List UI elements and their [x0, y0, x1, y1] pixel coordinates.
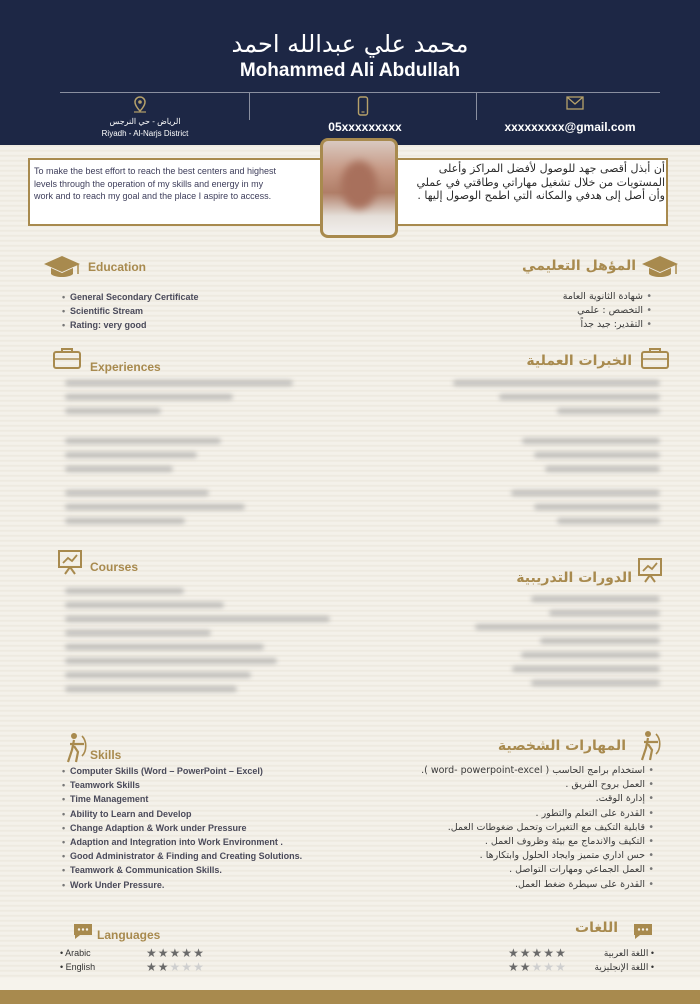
star-icon: ★	[543, 960, 556, 974]
star-icon: ★	[555, 960, 567, 974]
list-item: • العمل الجماعي ومهارات التواصل .	[384, 863, 654, 877]
rating-stars	[508, 946, 567, 960]
languages-title-ar: اللغات	[575, 920, 618, 936]
language-row-english-ar: • اللغة الإنجليزية	[594, 962, 654, 972]
courses-content-en-blurred	[65, 588, 330, 700]
list-item: • General Secondary Certificate	[62, 290, 312, 304]
star-icon: ★	[146, 946, 158, 960]
skills-title-en: Skills	[90, 748, 122, 762]
star-icon: ★	[508, 960, 520, 974]
languages-title-en: Languages	[97, 928, 161, 942]
list-item: • Teamwork & Communication Skills.	[62, 863, 362, 877]
presentation-icon	[636, 556, 664, 582]
star-icon: ★	[519, 960, 532, 974]
graduation-cap-icon	[42, 254, 70, 280]
list-item: • إدارة الوقت.	[384, 792, 654, 806]
rating-stars	[146, 960, 205, 974]
star-icon: ★	[181, 960, 194, 974]
list-item: • Change Adaption & Work under Pressure	[62, 821, 362, 835]
archer-icon	[638, 730, 666, 756]
footer-bar	[0, 990, 700, 1004]
email-address[interactable]: xxxxxxxxx@gmail.com	[504, 120, 636, 134]
experiences-title-en: Experiences	[90, 360, 161, 374]
list-item: • القدرة على سيطرة ضغط العمل.	[384, 878, 654, 892]
star-icon: ★	[193, 960, 205, 974]
header-divider-v1	[249, 92, 250, 120]
briefcase-icon	[52, 346, 80, 372]
language-name: English	[65, 962, 96, 972]
language-name: Arabic	[65, 948, 91, 958]
list-item: • حس اداري متميز وايجاد الحلول وابتكارها .	[384, 849, 654, 863]
list-item: • Ability to Learn and Develop	[62, 807, 362, 821]
education-title-en: Education	[88, 260, 147, 274]
list-item: • قابلية التكيف مع التغيرات وتحمل ضغوطات العمل.	[384, 821, 654, 835]
location-arabic: الرياض - حي النرجس	[109, 117, 181, 126]
list-item: • Computer Skills (Word – PowerPoint – Excel)	[62, 764, 362, 778]
experiences-content-en-blurred	[65, 380, 305, 532]
profile-photo	[320, 138, 398, 238]
header-divider	[60, 92, 660, 93]
chat-icon	[632, 922, 660, 948]
list-item: • التقدير: جيد جداً	[402, 318, 652, 332]
list-item: • التخصص : علمي	[402, 304, 652, 318]
footer-band	[0, 978, 700, 990]
graduation-cap-icon	[640, 254, 668, 280]
list-item: • استخدام برامج الحاسب ( word- powerpoint-excel ).	[384, 764, 654, 778]
chat-icon	[72, 922, 100, 948]
star-icon: ★	[169, 960, 182, 974]
phone-icon	[357, 96, 369, 120]
skills-list-ar	[384, 764, 654, 892]
star-icon: ★	[157, 946, 170, 960]
archer-icon	[64, 732, 92, 758]
location	[80, 116, 210, 140]
list-item: • Time Management	[62, 792, 362, 806]
location-english: Riyadh - Al-Narjs District	[101, 129, 189, 138]
experiences-title-ar: الخبرات العملية	[526, 353, 632, 369]
star-icon: ★	[543, 946, 556, 960]
list-item: • شهادة الثانوية العامة	[402, 290, 652, 304]
briefcase-icon	[640, 346, 668, 372]
language-row-english-en: • English	[60, 962, 96, 972]
star-icon: ★	[169, 946, 182, 960]
objective-arabic: أن أبذل أقصى جهد للوصول لأفضل المراكز وأعلى المستويات من خلال تشغيل مهاراتي وطاقتي في عملي وأن أصل إلى هدفي والمكانه التي اطمح الوصول إليها .	[416, 162, 665, 202]
star-icon: ★	[508, 946, 520, 960]
experiences-content-ar-blurred	[430, 380, 660, 532]
name-arabic: محمد علي عبدالله احمد	[231, 30, 469, 58]
blurred-face	[341, 161, 377, 209]
courses-title-en: Courses	[90, 560, 139, 574]
list-item: • التكيف والاندماج مع بيئة وظروف العمل .	[384, 835, 654, 849]
language-name: اللغة الإنجليزية	[594, 962, 649, 972]
list-item: • Good Administrator & Finding and Creating Solutions.	[62, 849, 362, 863]
list-item: • العمل بروح الفريق .	[384, 778, 654, 792]
language-row-arabic-ar: • اللغة العربية	[603, 948, 654, 958]
objective-english: To make the best effort to reach the best centers and highest levels through the operation of my skills and energy in my work and to reach my goal and the place I aspire to access.	[34, 166, 276, 201]
skills-list-en	[62, 764, 362, 892]
skills-title-ar: المهارات الشخصية	[497, 738, 626, 754]
star-icon: ★	[531, 946, 544, 960]
list-item: • Work Under Pressure.	[62, 878, 362, 892]
phone-number[interactable]: 05xxxxxxxxx	[328, 120, 402, 134]
star-icon: ★	[193, 946, 205, 960]
list-item: • Scientific Stream	[62, 304, 312, 318]
star-icon: ★	[519, 946, 532, 960]
language-name: اللغة العربية	[603, 948, 649, 958]
education-title-ar: المؤهل التعليمي	[522, 258, 636, 274]
list-item: • Rating: very good	[62, 318, 312, 332]
location-icon	[132, 96, 148, 118]
list-item: • القدرة على التعلم والتطور .	[384, 807, 654, 821]
rating-stars	[146, 946, 205, 960]
star-icon: ★	[146, 960, 158, 974]
list-item: • Teamwork Skills	[62, 778, 362, 792]
list-item: • Adaption and Integration into Work Environment .	[62, 835, 362, 849]
mail-icon	[566, 96, 584, 114]
name-english: Mohammed Ali Abdullah	[239, 60, 461, 81]
star-icon: ★	[531, 960, 544, 974]
rating-stars	[508, 960, 567, 974]
education-list-en	[62, 290, 312, 333]
header-divider-v2	[476, 92, 477, 120]
star-icon: ★	[555, 946, 567, 960]
language-row-arabic-en: • Arabic	[60, 948, 91, 958]
courses-title-ar: الدورات التدريبية	[516, 570, 632, 586]
star-icon: ★	[157, 960, 170, 974]
presentation-icon	[56, 548, 84, 574]
star-icon: ★	[181, 946, 194, 960]
education-list-ar	[402, 290, 652, 333]
courses-content-ar-blurred	[475, 596, 660, 694]
